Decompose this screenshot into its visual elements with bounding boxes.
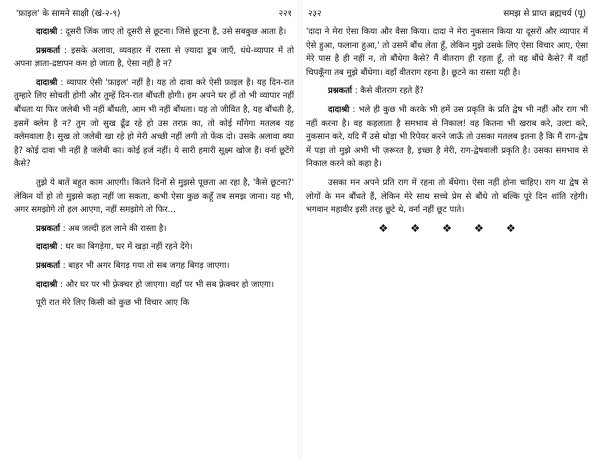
paragraph: दादाश्री : भले ही कुछ भी करके भी हमें उस प्रकृति के प्रति द्वेष भी नहीं और राग भी नहीं करना है। वह कहलाता है समभाव से निकाल! वह कितना भी खराब करे, उल्टा करे, नुकसान करे, यदि मैं उसे थोड़ा भी रिपेयर करने जाऊँ तो उसका मतलब इतना है कि मैं राग-द्वेष में पड़ा तो मुझे अभी भी ज़रूरत है, इच्छा है मेरी, राग-द्वेषवाली प्रकृति है। उसका समभाव से निकाल करने को कहा है। (306, 103, 588, 169)
paragraph: दादाश्री : व्यापार ऐसी 'फ़ाइल' नहीं है। यह तो दावा करे ऐसी फ़ाइल है। यह दिन-रात तुम्हारे लिए सोचती होगी और तुम्हें दिन-रात बौंधती होगी। हम अपने घर हों तो भी व्यापार नहीं बौंधता या फिर जलेबी भी नहीं बौंधती, आम भी नहीं बौंधता। यह तो जीवित है, यह बौंधती है, इसमें क्लेम है न? तुम जो सुख ढूँढ रहे हो उस तरफ़ का, तो कोई माँगेगा मतलब यह क्लेमवाला है। सुख तो जलेबी खा रहे हो मेरी अच्छी नहीं लगी तो फेंक दो। उसके अलावा क्या है? कोई दावा भी नहीं है जलेबी का। कोई हर्ज नहीं। ये सारी हमारी सूक्ष्म खोज हैं। वर्ना छूटेंगे कैसे? (14, 76, 294, 169)
left-page (14, 0, 294, 460)
speaker-label: दादाश्री (36, 76, 58, 87)
left-page-number: २२१ (278, 9, 292, 19)
paragraph-text: और घर पर भी फ़्रेक्चर हो जाएगा। वहाँ पर भी सब फ़्रेक्चर हो जाएगा। (65, 278, 275, 289)
paragraph-text: इसके अलावा, व्यवहार में रास्ता से ज़्यादा डूब जाएँ, धंधे-व्यापार में तो अपना ज्ञाता-द्रष्टापन कम हो जाता है, ऐसा नहीं है न? (14, 44, 294, 69)
paragraph (14, 296, 294, 310)
book-gutter (298, 0, 302, 460)
paragraph-text: कैसे वीतराग रहते हैं? (360, 85, 424, 96)
diamond-ornament-icon: ❖ (505, 221, 516, 235)
paragraph: प्रश्नकर्ता : इसके अलावा, व्यवहार में रास्ता से ज़्यादा डूब जाएँ, धंधे-व्यापार में तो अपना ज्ञाता-द्रष्टापन कम हो जाता है, ऐसा नहीं है न? (14, 44, 294, 69)
paragraph-text: दूसरी जिंक जाए तो दूसरी से छूटना। जिसे छूटना है, उसे सबकुछ आता है। (65, 26, 287, 36)
paragraph-text: 'दादा ने मेरा ऐसा किया और वैसा किया। दादा ने मेरा नुकसान किया या दूसरों और व्यापार में ऐसे हुआ, फलाना हुआ,' तो उसमें बौंध लेता हूँ, लेकिन मुझे उसके लिए ऐसा विचार आए, ऐसा मेरे पास है ही नहीं न, तो बौंधेगा कैसे? मैं वीतराग ही रहता हूँ, तो वह बौंधे कैसे? मैं वहाँ चिपकूँगा तब मुझे बौंधेगा। वहाँ वीतराग रहना है। छूटने का रास्ता यही है। (306, 26, 588, 77)
left-page-header-title: 'फ़ाइल' के सामने साक्षी (खं-२-९) (16, 9, 121, 19)
right-page-number: २३२ (308, 9, 322, 19)
speaker-label: प्रश्नकर्ता (328, 85, 353, 96)
paragraph (306, 25, 588, 79)
paragraph: दादाश्री : दूसरी जिंक जाए तो दूसरी से छूटना। जिसे छूटना है, उसे सबकुछ आता है। (14, 25, 294, 39)
paragraph (306, 176, 588, 217)
section-ornament (306, 222, 588, 236)
paragraph-text: उसका मन अपने प्रति राग में रहना तो बँधेगा। ऐसा नहीं होना चाहिए। राग या द्वेष से लोगों के मन बौंधते हैं, लेकिन मेरे साथ सच्चे प्रेम से बौंधे तो बल्कि पूरे दिन शांति रहेगी। भगवान महावीर इसी तरह छूटे थे, वर्ना नहीं छूट पाते। (306, 176, 588, 215)
paragraph: दादाश्री : घर का बिगड़ेगा, घर में खड़ा नहीं रहने देंगे। (14, 240, 294, 254)
speaker-label: प्रश्नकर्ता (36, 44, 61, 55)
speaker-label: प्रश्नकर्ता (36, 222, 61, 233)
paragraph: प्रश्नकर्ता : अब जल्दी हल लाने की रास्ता है। (14, 222, 294, 236)
diamond-ornament-icon: ❖ (378, 221, 389, 235)
diamond-ornament-icon: ❖ (473, 221, 484, 235)
speaker-label: प्रश्नकर्ता (36, 259, 61, 270)
diamond-ornament-icon: ❖ (442, 221, 452, 235)
right-page (306, 0, 588, 460)
paragraph: प्रश्नकर्ता : कैसे वीतराग रहते हैं? (306, 84, 588, 98)
left-page-header (14, 5, 294, 25)
speaker-label: दादाश्री (36, 278, 58, 289)
paragraph-text: घर का बिगड़ेगा, घर में खड़ा नहीं रहने देंगे। (65, 241, 193, 252)
paragraph-text: भले ही कुछ भी करके भी हमें उस प्रकृति के प्रति द्वेष भी नहीं और राग भी नहीं करना है। वह कहलाता है समभाव से निकाल! वह कितना भी खराब करे, उल्टा करे, नुकसान करे, यदि मैं उसे थोड़ा भी रिपेयर करने जाऊँ तो उसका मतलब इतना है कि मैं राग-द्वेष में पड़ा तो मुझे अभी भी ज़रूरत है, इच्छा है मेरी, राग-द्वेषवाली प्रकृति है। उसका समभाव से निकाल करने को कहा है। (306, 103, 588, 169)
paragraph: दादाश्री : और घर पर भी फ़्रेक्चर हो जाएगा। वहाँ पर भी सब फ़्रेक्चर हो जाएगा। (14, 278, 294, 292)
right-page-header-title: समझ से प्राप्त ब्रह्मचर्य (पू) (503, 9, 586, 19)
paragraph-text: बाहर भी अगर बिगड़ गया तो सब जगह बिगड़ जाएगा। (68, 259, 230, 270)
paragraph-text: व्यापार ऐसी 'फ़ाइल' नहीं है। यह तो दावा करे ऐसी फ़ाइल है। यह दिन-रात तुम्हारे लिए सोचती होगी और तुम्हें दिन-रात बौंधती होगी। हम अपने घर हों तो भी व्यापार नहीं बौंधता या फिर जलेबी भी नहीं बौंधती, आम भी नहीं बौंधता। यह तो जीवित है, यह बौंधती है, इसमें क्लेम है न? तुम जो सुख ढूँढ रहे हो उस तरफ़ का, तो कोई माँगेगा मतलब यह क्लेमवाला है। सुख तो जलेबी खा रहे हो मेरी अच्छी नहीं लगी तो फेंक दो। उसके अलावा क्या है? कोई दावा भी नहीं है जलेबी का। कोई हर्ज नहीं। ये सारी हमारी सूक्ष्म खोज हैं। वर्ना छूटेंगे कैसे? (14, 76, 294, 169)
paragraph (14, 176, 294, 217)
right-page-header (306, 5, 588, 25)
paragraph-text: पूरी रात मेरे लिए किसी को कुछ भी विचार आए कि (36, 297, 190, 308)
paragraph-text: अब जल्दी हल लाने की रास्ता है। (68, 222, 167, 233)
paragraph-text: तुझे ये बातें बहुत काम आएगी। कितने दिनों से मुझसे पूछता आ रहा है, 'कैसे छूटना?' लेकिन यों हो तो मुझसे कहा नहीं जा सकता, कभी ऐसा कुछ कहूँ तब समझ जाना। यह भी, अगर समझोगे तो हल आएगा, नहीं समझोगे तो फिर... (14, 176, 294, 215)
left-page-content (14, 25, 294, 310)
diamond-ornament-icon: ❖ (410, 221, 421, 235)
paragraph: प्रश्नकर्ता : बाहर भी अगर बिगड़ गया तो सब जगह बिगड़ जाएगा। (14, 259, 294, 273)
right-page-content (306, 25, 588, 235)
speaker-label: दादाश्री (36, 241, 58, 252)
speaker-label: दादाश्री (328, 103, 350, 114)
speaker-label: दादाश्री (36, 26, 58, 36)
